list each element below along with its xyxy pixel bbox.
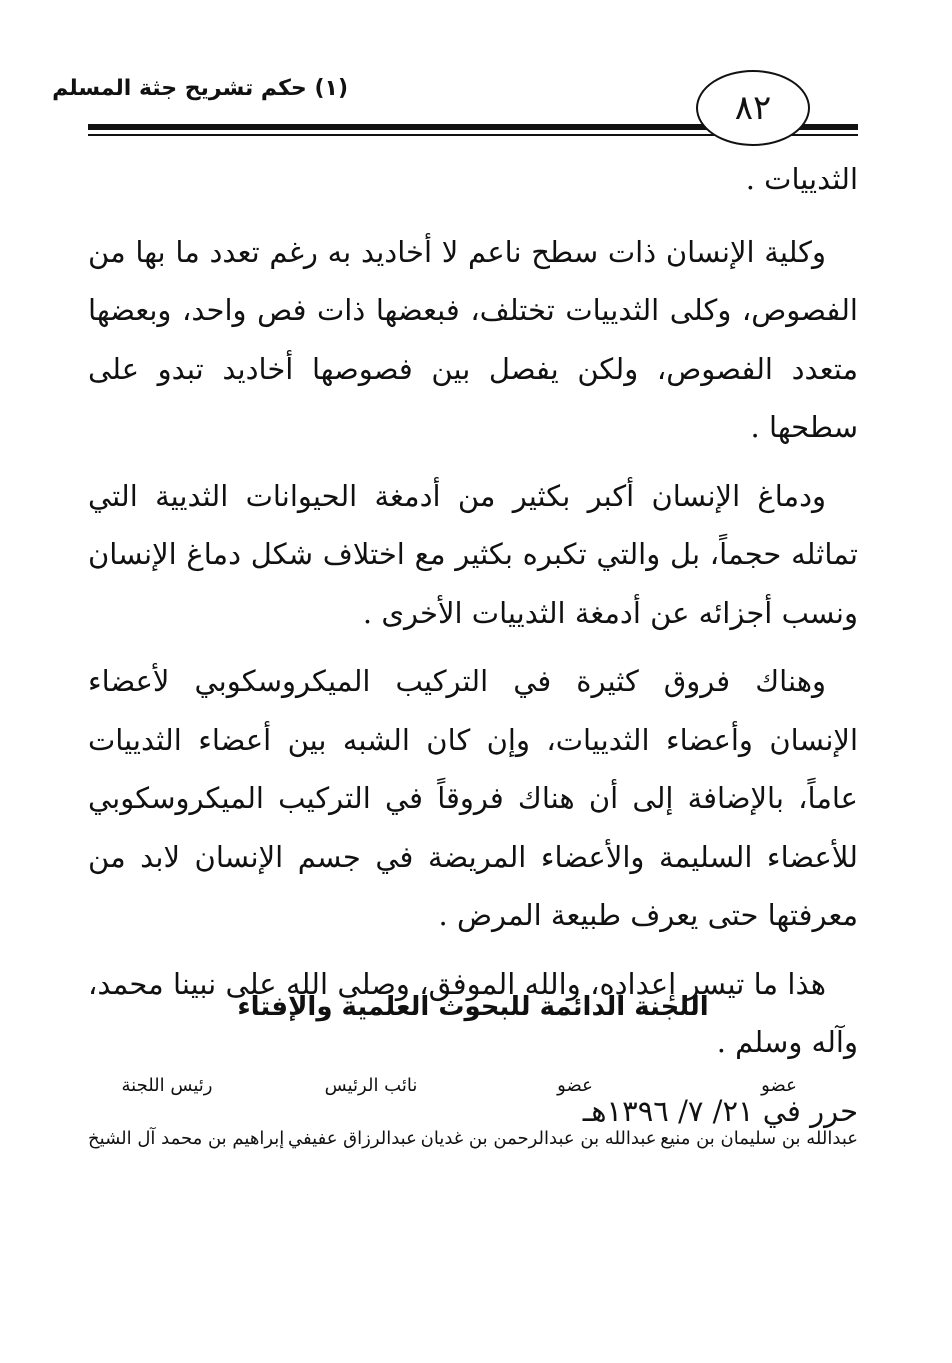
signature-title: رئيس اللجنة — [121, 1075, 213, 1096]
signatory-name: عبدالله بن عبدالرحمن بن غديان — [420, 1128, 657, 1149]
signature-titles — [88, 1075, 858, 1096]
paragraph-microscopic: وهناك فروق كثيرة في التركيب الميكروسكوبي لأعضاء الإنسان وأعضاء الثدييات، وإن كان الشبه بين أعضاء الثدييات عاماً، بالإضافة إلى أن هناك فروقاً في التركيب الميكروسكوبي للأعضاء السليمة والأعضاء المريضة في جسم الإنسان لابد من معرفتها حتى يعرف طبيعة المرض . — [88, 664, 858, 932]
paragraph-brain: ودماغ الإنسان أكبر بكثير من أدمغة الحيوانات الثديية التي تماثله حجماً، بل والتي تكبره بكثير مع اختلاف شكل دماغ الإنسان ونسب أجزائه عن أدمغة الثدييات الأخرى . — [88, 478, 858, 630]
signatory-name: عبدالله بن سليمان بن منيع — [660, 1128, 858, 1149]
signatory-name: عبدالرزاق عفيفي — [288, 1128, 417, 1149]
running-title: (١) حكم تشريح جثة المسلم — [52, 76, 348, 101]
signatory-name: إبراهيم بن محمد آل الشيخ — [88, 1128, 285, 1149]
signature-title: نائب الرئيس — [324, 1075, 418, 1096]
signature-title: عضو — [761, 1075, 797, 1096]
committee-title: اللجنة الدائمة للبحوث العلمية والإفتاء — [237, 992, 709, 1022]
paragraph-closing: هذا ما تيسر إعداده، والله الموفق، وصلى الله على نبينا محمد، وآله وسلم . — [88, 966, 858, 1059]
signature-names — [88, 1128, 858, 1149]
page-number-oval — [696, 70, 810, 146]
page-number: ٨٢ — [734, 88, 772, 128]
signature-title: عضو — [557, 1075, 593, 1096]
paragraph-continuation: الثدييات . — [745, 162, 858, 196]
paragraph-kidney: وكلية الإنسان ذات سطح ناعم لا أخاديد به رغم تعدد ما بها من الفصوص، وكلى الثدييات تختلف، فبعضها ذات فص واحد، وبعضها متعدد الفصوص، ولكن يفصل بين فصوصها أخاديد تبدو على سطحها . — [88, 234, 858, 444]
date-line: حرر في ٢١/ ٧/ ١٣٩٦هـ — [582, 1093, 858, 1128]
